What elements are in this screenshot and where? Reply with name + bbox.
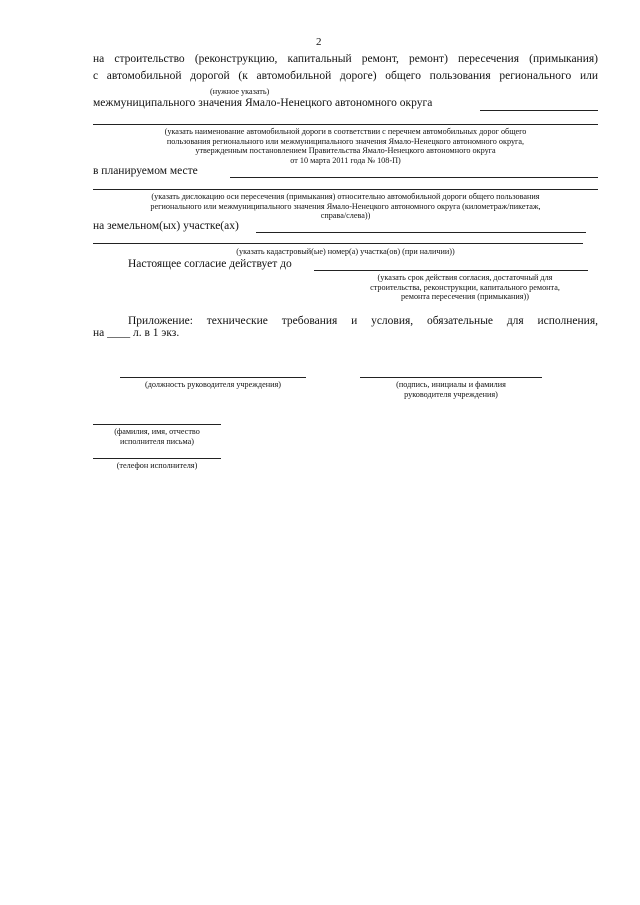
body-line-2: с автомобильной дорогой (к автомобильной дороге) общего пользования регионального или bbox=[93, 70, 598, 82]
note-validity bbox=[330, 273, 600, 302]
position-line bbox=[120, 377, 306, 378]
note-validity-line: (указать срок действия согласия, достаточный для bbox=[377, 273, 553, 282]
note-place bbox=[93, 192, 598, 221]
page-number: 2 bbox=[316, 36, 322, 48]
executor-line bbox=[93, 424, 221, 425]
signature-note-line: (подпись, инициалы и фамилия bbox=[396, 380, 506, 389]
note-place-line: (указать дислокацию оси пересечения (примыкания) относительно автомобильной дороги общего пользования bbox=[151, 192, 540, 201]
note-place-line: справа/слева)) bbox=[320, 211, 371, 220]
road-name-blank bbox=[480, 110, 598, 111]
executor-note bbox=[88, 427, 226, 446]
note-road-line: от 10 марта 2011 года № 108-П) bbox=[290, 155, 401, 165]
note-choose: (нужное указать) bbox=[210, 87, 270, 96]
validity-blank bbox=[314, 270, 588, 271]
phone-note: (телефон исполнителя) bbox=[116, 461, 198, 470]
road-name-line bbox=[93, 124, 598, 125]
place-label: в планируемом месте bbox=[93, 165, 198, 177]
land-line bbox=[93, 243, 583, 244]
note-road-line: утвержденным постановлением Правительства Ямало-Ненецкого автономного округа bbox=[195, 146, 496, 155]
note-place-line: регионального или межмуниципального значения Ямало-Ненецкого автономного округа (километраж/пикетаж, bbox=[150, 201, 541, 211]
signature-note-line: руководителя учреждения) bbox=[404, 389, 498, 399]
land-label: на земельном(ых) участке(ах) bbox=[93, 220, 239, 232]
place-line bbox=[93, 189, 598, 190]
body-line-1: на строительство (реконструкцию, капитальный ремонт, ремонт) пересечения (примыкания) bbox=[93, 53, 598, 65]
note-road-line: пользования регионального или межмуниципального значения Ямало-Ненецкого автономного округа, bbox=[166, 136, 525, 146]
note-cadastral: (указать кадастровый(ые) номер(а) участка(ов) (при наличии)) bbox=[236, 247, 455, 256]
executor-note-line: исполнителя письма) bbox=[120, 436, 194, 446]
validity-label: Настоящее согласие действует до bbox=[128, 258, 292, 270]
appendix-line-1: Приложение: технические требования и условия, обязательные для исполнения, bbox=[128, 315, 598, 327]
note-validity-line: строительства, реконструкции, капитального ремонта, bbox=[370, 282, 560, 292]
signature-note bbox=[350, 380, 552, 399]
phone-line bbox=[93, 458, 221, 459]
note-validity-line: ремонта пересечения (примыкания)) bbox=[401, 292, 529, 301]
executor-note-line: (фамилия, имя, отчество bbox=[114, 427, 200, 436]
note-road bbox=[93, 127, 598, 165]
note-road-line: (указать наименование автомобильной дороги в соответствии с перечнем автомобильных дорог общего bbox=[164, 127, 527, 136]
land-blank bbox=[256, 232, 586, 233]
signature-line bbox=[360, 377, 542, 378]
appendix-line-2: на ____ л. в 1 экз. bbox=[93, 327, 180, 339]
body-line-3: межмуниципального значения Ямало-Ненецкого автономного округа bbox=[93, 97, 433, 109]
position-note: (должность руководителя учреждения) bbox=[144, 380, 281, 389]
place-blank bbox=[230, 177, 598, 178]
